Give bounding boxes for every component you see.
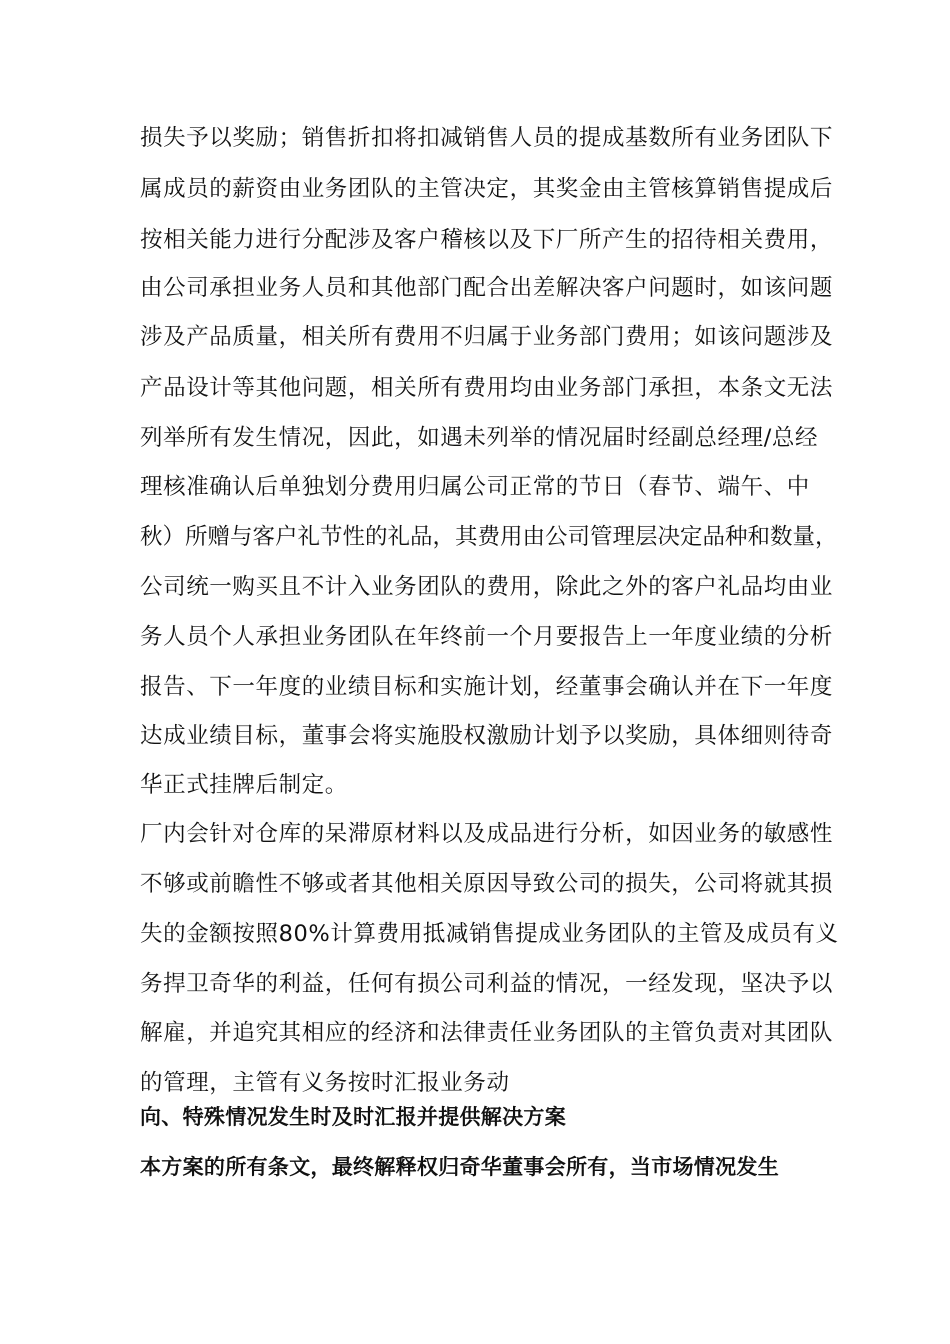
text-line: 产品设计等其他问题，相关所有费用均由业务部门承担，本条文无法 xyxy=(140,375,834,401)
bold-text-line: 本方案的所有条文，最终解释权归奇华董事会所有，当市场情况发生 xyxy=(140,1155,779,1179)
text-line: 由公司承担业务人员和其他部门配合出差解决客户问题时，如该问题 xyxy=(140,275,834,301)
text-line: 的管理，主管有义务按时汇报业务动 xyxy=(140,1070,510,1096)
text-line: 务人员个人承担业务团队在年终前一个月要报告上一年度业绩的分析 xyxy=(140,624,834,650)
text-line: 不够或前瞻性不够或者其他相关原因导致公司的损失，公司将就其损 xyxy=(140,871,834,897)
text-line: 理核准确认后单独划分费用归属公司正常的节日（春节、端午、中 xyxy=(140,474,810,500)
text-line: 损失予以奖励；销售折扣将扣减销售人员的提成基数所有业务团队下 xyxy=(140,125,834,151)
text-line: 达成业绩目标，董事会将实施股权激励计划予以奖励，具体细则待奇 xyxy=(140,723,834,749)
text-line: 属成员的薪资由业务团队的主管决定，其奖金由主管核算销售提成后 xyxy=(140,176,834,202)
text-line: 华正式挂牌后制定。 xyxy=(140,772,348,798)
text-line: 失的金额按照80%计算费用抵减销售提成业务团队的主管及成员有义 xyxy=(140,921,839,947)
text-line: 务捍卫奇华的利益，任何有损公司利益的情况，一经发现，坚决予以 xyxy=(140,971,834,997)
text-line: 厂内会针对仓库的呆滞原材料以及成品进行分析，如因业务的敏感性 xyxy=(140,821,834,847)
bold-text-line: 向、特殊情况发生时及时汇报并提供解决方案 xyxy=(140,1105,566,1129)
text-line: 列举所有发生情况，因此，如遇未列举的情况届时经副总经理/总经 xyxy=(140,425,819,451)
text-line: 秋）所赠与客户礼节性的礼品，其费用由公司管理层决定品种和数量， xyxy=(140,524,838,550)
text-line: 按相关能力进行分配涉及客户稽核以及下厂所产生的招待相关费用， xyxy=(140,227,834,253)
text-line: 解雇，并追究其相应的经济和法律责任业务团队的主管负责对其团队 xyxy=(140,1020,834,1046)
text-line: 公司统一购买且不计入业务团队的费用，除此之外的客户礼品均由业 xyxy=(140,574,834,600)
text-line: 涉及产品质量，相关所有费用不归属于业务部门费用；如该问题涉及 xyxy=(140,324,834,350)
text-line: 报告、下一年度的业绩目标和实施计划，经董事会确认并在下一年度 xyxy=(140,674,834,700)
